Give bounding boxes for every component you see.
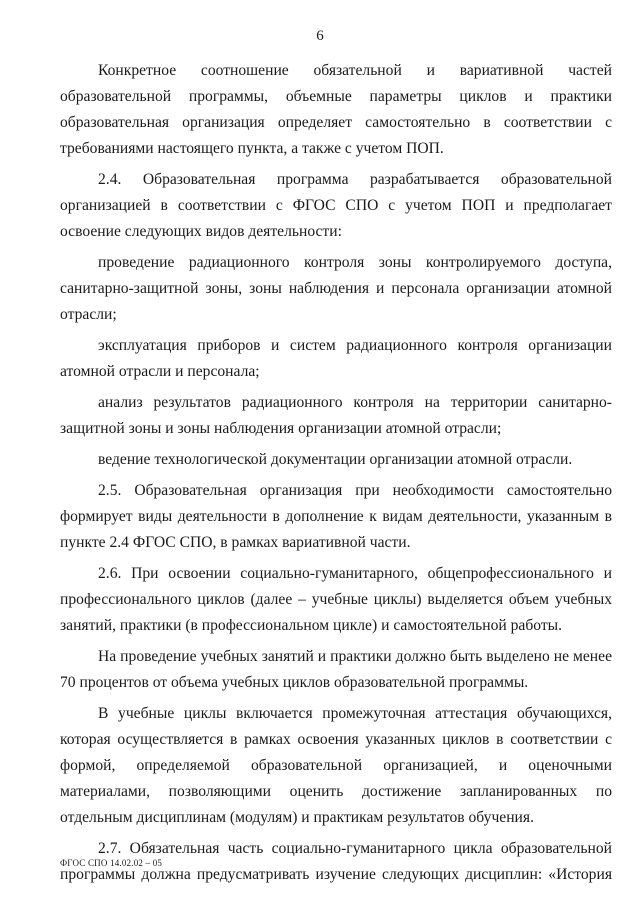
activity-item-radiation-control: проведение радиационного контроля зоны контролируемого доступа, санитарно-защитной зоны, зоны наблюдения и персонала организации атомной отрасли; — [60, 254, 612, 323]
paragraph-2-6: 2.6. При освоении социально-гуманитарного, общепрофессионального и профессионального циклов (далее – учебные циклы) выделяется объем учебных занятий, практики (в профессиональном цикле) и самостоятельной работы. — [60, 565, 612, 634]
paragraph-2-4: 2.4. Образовательная программа разрабатывается образовательной организацией в соответствии с ФГОС СПО с учетом ПОП и предполагает освоение следующих видов деятельности: — [60, 171, 612, 240]
activity-item-results-analysis: анализ результатов радиационного контроля на территории санитарно-защитной зоны и зоны наблюдения организации атомной отрасли; — [60, 394, 612, 437]
activity-item-equipment-operation: эксплуатация приборов и систем радиационного контроля организации атомной отрасли и персонала; — [60, 337, 612, 380]
footer-standard-code: ФГОС СПО 14.02.02 – 05 — [60, 858, 163, 868]
paragraph-70-percent: На проведение учебных занятий и практики должно быть выделено не менее 70 процентов от объема учебных циклов образовательной программы. — [60, 648, 612, 691]
paragraph-2-5: 2.5. Образовательная организация при необходимости самостоятельно формирует виды деятельности в дополнение к видам деятельности, указанным в пункте 2.4 ФГОС СПО, в рамках вариативной части. — [60, 482, 612, 551]
paragraph-2-7: 2.7. Обязательная часть социально-гуманитарного цикла образовательной программы должна предусматривать изучение следующих дисциплин: «История — [60, 840, 612, 883]
paragraph-ratio: Конкретное соотношение обязательной и вариативной частей образовательной программы, объемные параметры циклов и практики образовательная организация определяет самостоятельно в соответствии с требованиями настоящего пункта, а также с учетом ПОП. — [60, 62, 612, 157]
activity-item-documentation: ведение технологической документации организации атомной отрасли. — [98, 451, 573, 468]
page-number: 6 — [316, 28, 324, 44]
document-body — [60, 58, 612, 893]
paragraph-attestation: В учебные циклы включается промежуточная аттестация обучающихся, которая осуществляется в рамках освоения указанных циклов в соответствии с формой, определяемой образовательной организацией, и оценочными материалами, позволяющими оценить достижение запланированных по отдельным дисциплинам (модулям) и практикам результатов обучения. — [60, 705, 612, 826]
